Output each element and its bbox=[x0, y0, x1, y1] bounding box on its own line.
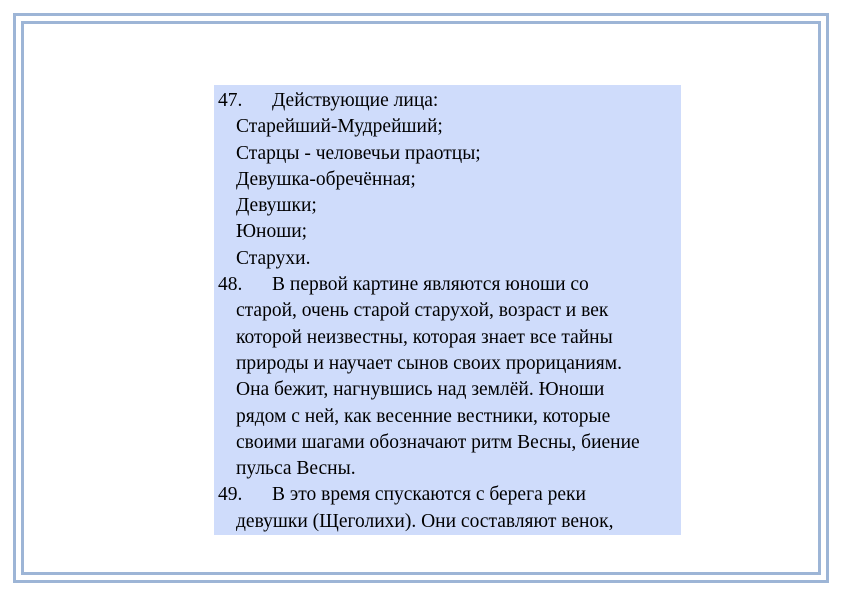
item-line: природы и научает сынов своих прорицаниям. bbox=[236, 352, 622, 374]
item-number: 48. bbox=[218, 274, 243, 296]
item-line: старой, очень старой старухой, возраст и век bbox=[236, 300, 609, 322]
text-block bbox=[214, 85, 681, 535]
item-line: рядом с ней, как весенние вестники, которые bbox=[236, 405, 611, 427]
item-line: Старцы - человечьи праотцы; bbox=[236, 142, 481, 164]
item-line: Девушки; bbox=[236, 195, 317, 217]
item-line: В это время спускаются с берега реки bbox=[272, 484, 586, 506]
item-number: 47. bbox=[218, 90, 243, 111]
item-line: девушки (Щеголихи). Они составляют венок, bbox=[236, 510, 614, 532]
item-line: Юноши; bbox=[236, 221, 308, 243]
item-line: Действующие лица: bbox=[272, 90, 439, 111]
item-line: В первой картине являются юноши со bbox=[272, 274, 589, 296]
item-line: пульса Весны. bbox=[236, 458, 356, 480]
item-line: которой неизвестны, которая знает все тайны bbox=[236, 326, 613, 348]
item-line: Старухи. bbox=[236, 247, 311, 269]
list-item-49 bbox=[218, 482, 681, 508]
list-item-47 bbox=[218, 88, 681, 114]
item-line: Девушка-обречённая; bbox=[236, 168, 416, 190]
item-line: Она бежит, нагнувшись над землёй. Юноши bbox=[236, 379, 605, 401]
item-line: Старейший-Мудрейший; bbox=[236, 116, 443, 138]
list-item-48 bbox=[218, 272, 681, 298]
item-number: 49. bbox=[218, 484, 243, 506]
item-line: своими шагами обозначают ритм Весны, биение bbox=[236, 431, 640, 453]
